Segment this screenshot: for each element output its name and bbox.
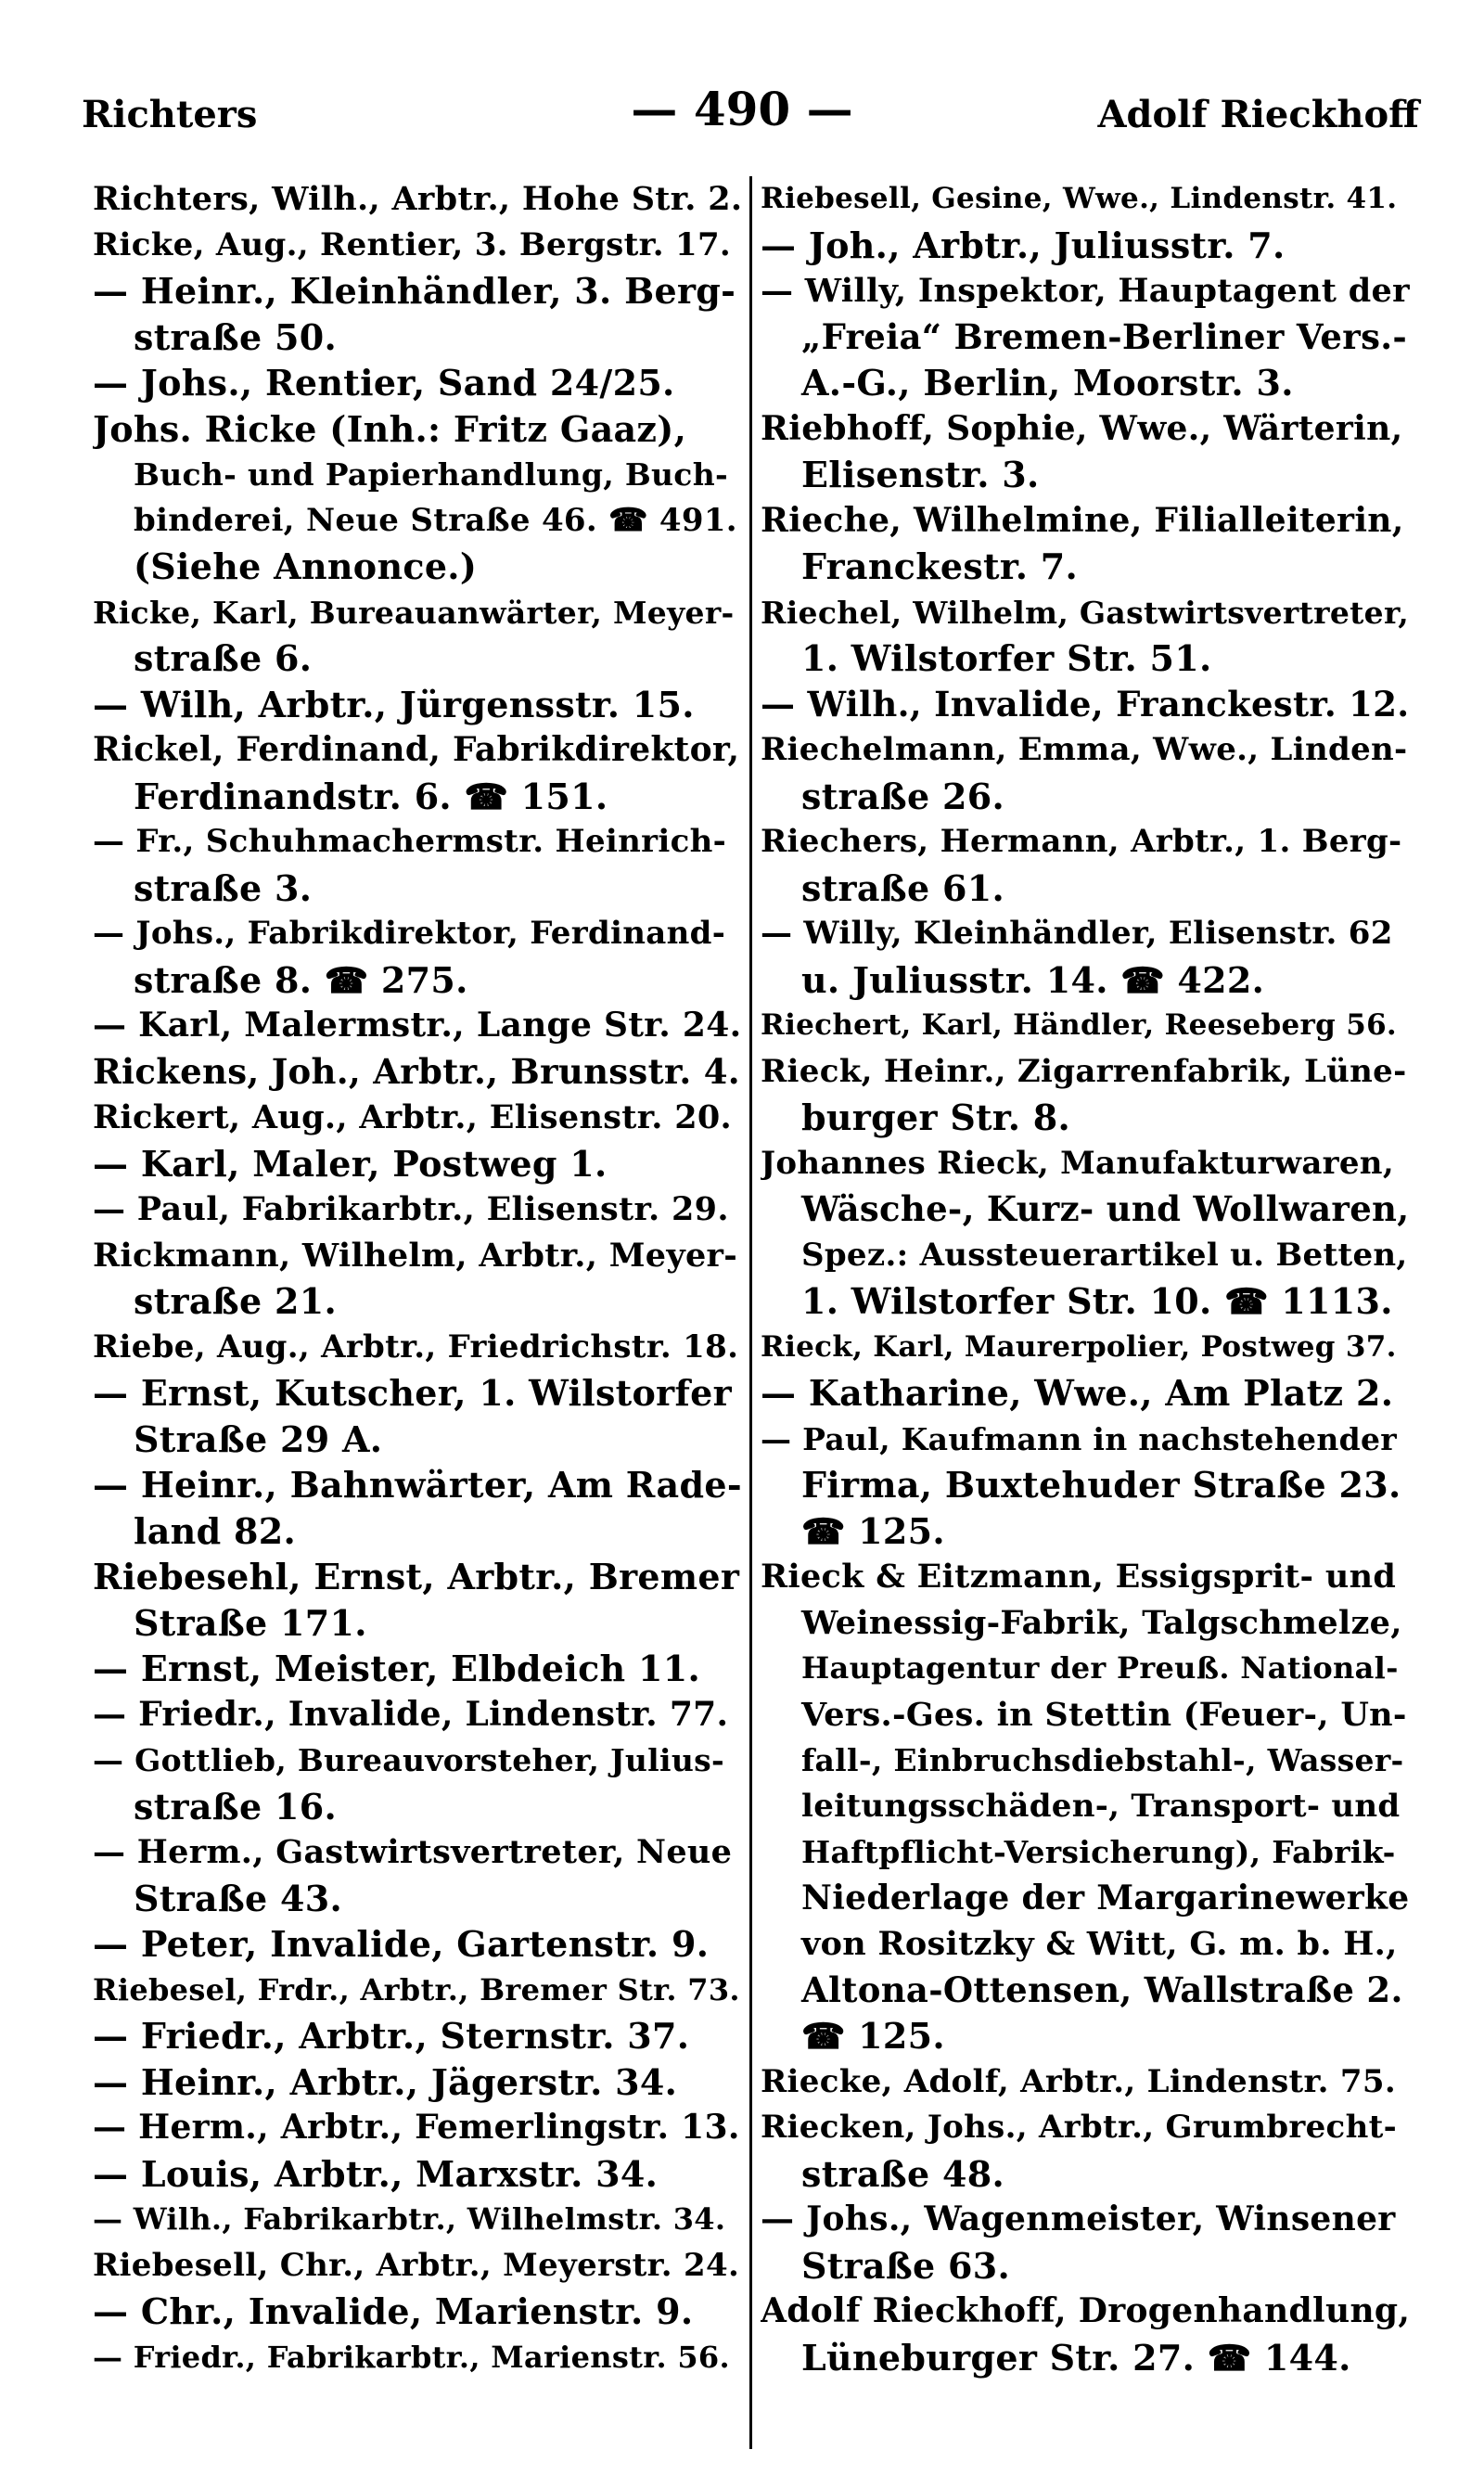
entry-continuation-line: straße 26. — [801, 775, 1004, 817]
entry-line: — Katharine, Wwe., Am Platz 2. — [761, 1372, 1394, 1414]
entry-line: — Johs., Wagenmeister, Winsener — [761, 2199, 1396, 2238]
entry-line: — Herm., Gastwirtsvertreter, Neue — [93, 1833, 733, 1871]
entry-line: — Heinr., Arbtr., Jägerstr. 34. — [93, 2060, 678, 2103]
entry-line: — Louis, Arbtr., Marxstr. 34. — [93, 2152, 659, 2195]
entry-line: — Karl, Maler, Postweg 1. — [93, 1142, 608, 1185]
entry-line: — Gottlieb, Bureauvorsteher, Julius- — [93, 1742, 725, 1778]
entry-line: — Peter, Invalide, Gartenstr. 9. — [93, 1923, 710, 1965]
entry-line: Ricke, Aug., Rentier, 3. Bergstr. 17. — [93, 225, 732, 263]
entry-line: — Friedr., Fabrikarbtr., Marienstr. 56. — [93, 2339, 730, 2375]
entry-line: Rieche, Wilhelmine, Filialleiterin, — [761, 500, 1404, 540]
entry-line: Richters, Wilh., Arbtr., Hohe Str. 2. — [93, 180, 742, 218]
entry-line: — Wilh, Arbtr., Jürgensstr. 15. — [93, 683, 695, 725]
entry-line: Johs. Ricke (Inh.: Fritz Gaaz), — [93, 407, 687, 450]
entry-continuation-line: ☎ 125. — [801, 2015, 945, 2057]
entry-continuation-line: Straße 43. — [134, 1877, 343, 1919]
entry-line: Riecke, Adolf, Arbtr., Lindenstr. 75. — [761, 2062, 1396, 2100]
page-number: — 490 — — [631, 82, 853, 136]
running-head-right: Adolf Rieckhoff — [1097, 93, 1419, 136]
running-head-left: Richters — [82, 93, 258, 136]
entry-line: Riebesehl, Ernst, Arbtr., Bremer — [93, 1556, 740, 1597]
entry-continuation-line: Lüneburger Str. 27. ☎ 144. — [801, 2336, 1351, 2379]
entry-line: Riebesell, Gesine, Wwe., Lindenstr. 41. — [761, 182, 1398, 215]
entry-continuation-line: burger Str. 8. — [801, 1097, 1071, 1138]
entry-continuation-line: 1. Wilstorfer Str. 51. — [801, 637, 1212, 679]
entry-continuation-line: Niederlage der Margarinewerke — [801, 1878, 1410, 1917]
column-divider — [749, 176, 752, 2449]
entry-continuation-line: straße 21. — [134, 1280, 337, 1322]
entry-continuation-line: Hauptagentur der Preuß. National- — [801, 1650, 1399, 1686]
entry-line: Riechert, Karl, Händler, Reeseberg 56. — [761, 1008, 1398, 1042]
entry-continuation-line: straße 50. — [134, 315, 337, 358]
entry-continuation-line: straße 8. ☎ 275. — [134, 958, 468, 1001]
entry-continuation-line: (Siehe Annonce.) — [134, 545, 478, 587]
entry-line: Riecken, Johs., Arbtr., Grumbrecht- — [761, 2109, 1398, 2146]
entry-continuation-line: land 82. — [134, 1509, 296, 1552]
entry-continuation-line: Spez.: Aussteuerartikel u. Betten, — [801, 1236, 1408, 1274]
entry-continuation-line: Elisenstr. 3. — [801, 454, 1040, 495]
entry-continuation-line: A.-G., Berlin, Moorstr. 3. — [801, 362, 1294, 404]
entry-continuation-line: Weinessig-Fabrik, Talgschmelze, — [801, 1603, 1402, 1642]
entry-continuation-line: Wäsche-, Kurz- und Wollwaren, — [801, 1188, 1410, 1229]
entry-line: Rickmann, Wilhelm, Arbtr., Meyer- — [93, 1236, 738, 1275]
entry-continuation-line: ☎ 125. — [801, 1509, 945, 1552]
entry-line: Rieck, Karl, Maurerpolier, Postweg 37. — [761, 1329, 1397, 1364]
entry-line: — Ernst, Meister, Elbdeich 11. — [93, 1648, 701, 1689]
entry-line: — Karl, Malermstr., Lange Str. 24. — [93, 1006, 742, 1045]
entry-continuation-line: „Freia“ Bremen-Berliner Vers.- — [801, 315, 1408, 357]
entry-line: Riebe, Aug., Arbtr., Friedrichstr. 18. — [93, 1327, 739, 1366]
entry-line: Rickens, Joh., Arbtr., Brunsstr. 4. — [93, 1050, 740, 1092]
entry-line: — Willy, Kleinhändler, Elisenstr. 62 — [761, 915, 1393, 952]
entry-continuation-line: Vers.-Ges. in Stettin (Feuer-, Un- — [801, 1695, 1407, 1734]
left-column — [93, 176, 742, 2458]
entry-line: Ricke, Karl, Bureauanwärter, Meyer- — [93, 594, 735, 631]
entry-line: — Heinr., Kleinhändler, 3. Berg- — [93, 270, 736, 312]
entry-line: Riebesell, Chr., Arbtr., Meyerstr. 24. — [93, 2246, 740, 2284]
entry-line: Riebesel, Frdr., Arbtr., Bremer Str. 73. — [93, 1971, 740, 2007]
page-header — [0, 82, 1484, 156]
entry-continuation-line: straße 6. — [134, 637, 313, 679]
entry-line: Rieck, Heinr., Zigarrenfabrik, Lüne- — [761, 1052, 1407, 1090]
entry-line: — Heinr., Bahnwärter, Am Rade- — [93, 1464, 742, 1506]
entry-line: Johannes Rieck, Manufakturwaren, — [761, 1144, 1394, 1182]
entry-line: Adolf Rieckhoff, Drogenhandlung, — [761, 2291, 1410, 2330]
entry-line: — Wilh., Fabrikarbtr., Wilhelmstr. 34. — [93, 2201, 726, 2237]
entry-line: — Friedr., Arbtr., Sternstr. 37. — [93, 2015, 690, 2057]
entry-continuation-line: u. Juliusstr. 14. ☎ 422. — [801, 958, 1265, 1001]
entry-continuation-line: straße 48. — [801, 2152, 1004, 2195]
entry-line: Riechers, Hermann, Arbtr., 1. Berg- — [761, 823, 1402, 860]
entry-line: — Chr., Invalide, Marienstr. 9. — [93, 2290, 694, 2332]
entry-line: — Paul, Kaufmann in nachstehender — [761, 1420, 1397, 1457]
entry-continuation-line: 1. Wilstorfer Str. 10. ☎ 1113. — [801, 1280, 1393, 1322]
entry-line: — Fr., Schuhmachermstr. Heinrich- — [93, 823, 727, 860]
entry-continuation-line: Straße 29 A. — [134, 1417, 383, 1460]
entry-continuation-line: binderei, Neue Straße 46. ☎ 491. — [134, 501, 737, 539]
entry-continuation-line: Straße 171. — [134, 1601, 367, 1644]
entry-continuation-line: Ferdinandstr. 6. ☎ 151. — [134, 775, 608, 817]
entry-line: Rickel, Ferdinand, Fabrikdirektor, — [93, 730, 740, 769]
entry-continuation-line: straße 61. — [801, 866, 1004, 909]
entry-continuation-line: von Rositzky & Witt, G. m. b. H., — [801, 1925, 1398, 1963]
right-column — [761, 176, 1410, 2458]
entry-line: — Johs., Rentier, Sand 24/25. — [93, 362, 675, 404]
entry-line: — Willy, Inspektor, Hauptagent der — [761, 272, 1410, 310]
entry-line: — Herm., Arbtr., Femerlingstr. 13. — [93, 2108, 740, 2147]
entry-line: Rieck & Eitzmann, Essigsprit- und — [761, 1558, 1397, 1596]
entry-continuation-line: Firma, Buxtehuder Straße 23. — [801, 1464, 1401, 1506]
entry-continuation-line: Buch- und Papierhandlung, Buch- — [134, 456, 728, 493]
entry-line: — Joh., Arbtr., Juliusstr. 7. — [761, 224, 1286, 266]
entry-continuation-line: Straße 63. — [801, 2244, 1011, 2287]
entry-continuation-line: fall-, Einbruchsdiebstahl-, Wasser- — [801, 1742, 1404, 1778]
entry-line: Riechel, Wilhelm, Gastwirtsvertreter, — [761, 594, 1410, 631]
entry-line: — Johs., Fabrikdirektor, Ferdinand- — [93, 915, 726, 952]
entry-line: Rickert, Aug., Arbtr., Elisenstr. 20. — [93, 1098, 732, 1136]
entry-continuation-line: Altona-Ottensen, Wallstraße 2. — [801, 1969, 1403, 2010]
entry-continuation-line: Franckestr. 7. — [801, 545, 1079, 587]
entry-line: — Ernst, Kutscher, 1. Wilstorfer — [93, 1372, 732, 1414]
entry-line: — Wilh., Invalide, Franckestr. 12. — [761, 683, 1410, 725]
entry-line: Riechelmann, Emma, Wwe., Linden- — [761, 731, 1408, 768]
entry-line: — Friedr., Invalide, Lindenstr. 77. — [93, 1694, 729, 1734]
entry-continuation-line: leitungsschäden-, Transport- und — [801, 1787, 1401, 1825]
entry-line: Riebhoff, Sophie, Wwe., Wärterin, — [761, 408, 1403, 448]
entry-continuation-line: straße 16. — [134, 1785, 337, 1828]
entry-continuation-line: Haftpflicht-Versicherung), Fabrik- — [801, 1834, 1396, 1870]
entry-continuation-line: straße 3. — [134, 866, 313, 909]
entry-line: — Paul, Fabrikarbtr., Elisenstr. 29. — [93, 1190, 729, 1228]
